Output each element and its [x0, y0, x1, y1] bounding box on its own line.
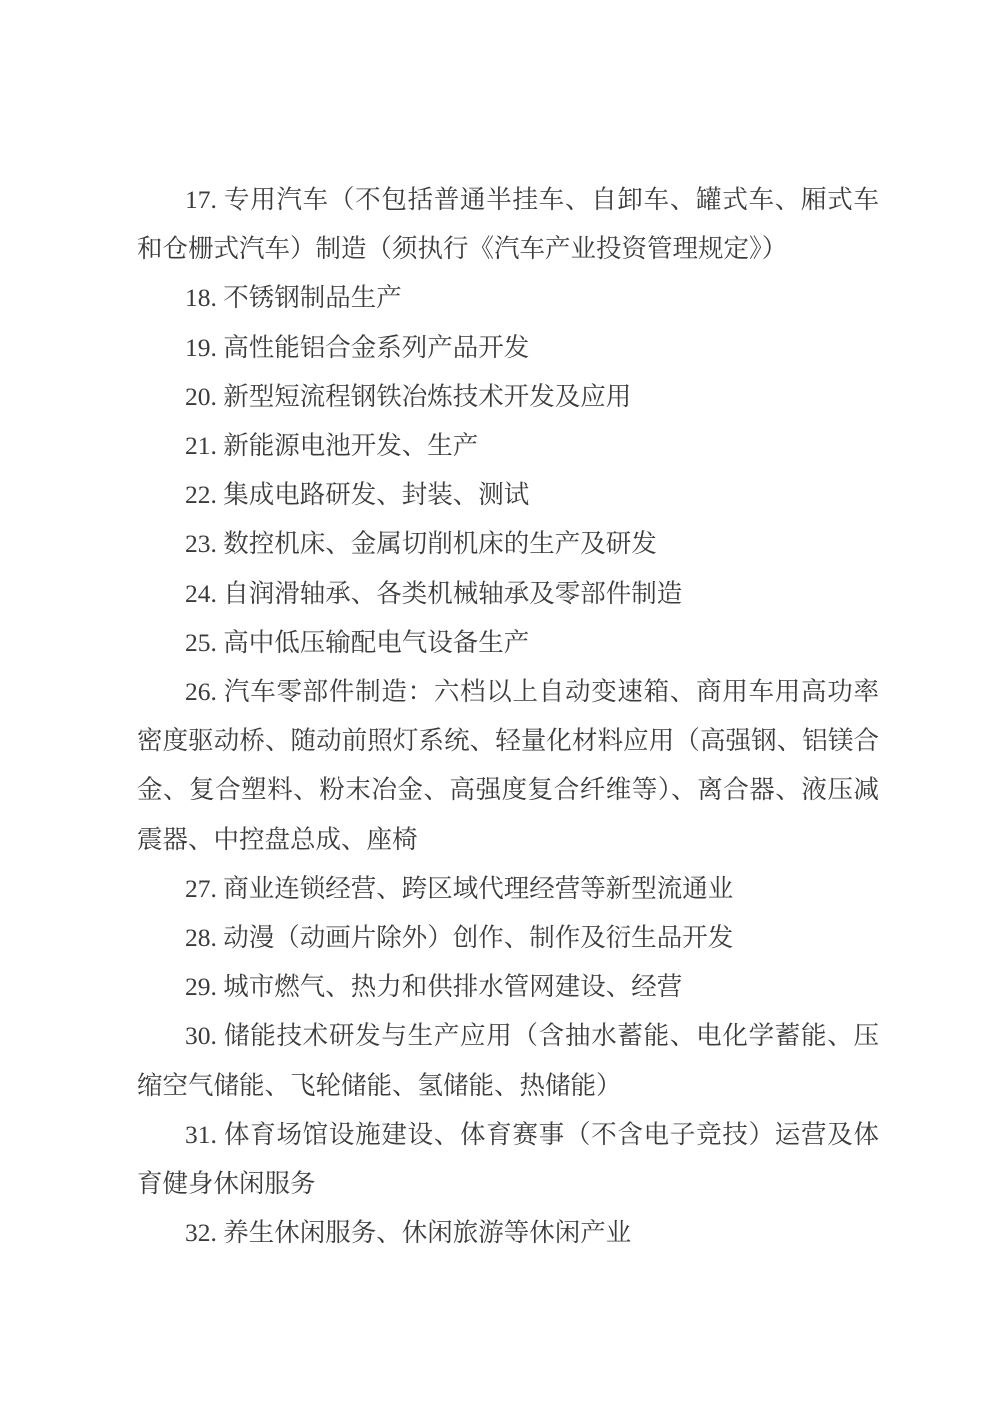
list-item-24: 24. 自润滑轴承、各类机械轴承及零部件制造 [185, 578, 683, 608]
list-item-32: 32. 养生休闲服务、休闲旅游等休闲产业 [185, 1218, 632, 1248]
list-item-17: 17. 专用汽车（不包括普通半挂车、自卸车、罐式车、厢式车和仓栅式汽车）制造（须执行《汽车产业投资管理规定》） [137, 185, 879, 264]
list-item-27: 27. 商业连锁经营、跨区域代理经营等新型流通业 [185, 873, 734, 903]
numbered-list [137, 175, 879, 1257]
list-item-30: 30. 储能技术研发与生产应用（含抽水蓄能、电化学蓄能、压缩空气储能、飞轮储能、氢储能、热储能） [137, 1021, 879, 1100]
list-item-20: 20. 新型短流程钢铁冶炼技术开发及应用 [185, 381, 632, 411]
list-item-21: 21. 新能源电池开发、生产 [185, 431, 479, 461]
list-item-23: 23. 数控机床、金属切削机床的生产及研发 [185, 529, 657, 559]
list-item-22: 22. 集成电路研发、封装、测试 [185, 480, 530, 510]
list-item-31: 31. 体育场馆设施建设、体育赛事（不含电子竞技）运营及体育健身休闲服务 [137, 1119, 879, 1199]
list-item-19: 19. 高性能铝合金系列产品开发 [185, 332, 530, 362]
list-item-29: 29. 城市燃气、热力和供排水管网建设、经营 [185, 972, 683, 1002]
list-item-25: 25. 高中低压输配电气设备生产 [185, 627, 530, 657]
list-item-18: 18. 不锈钢制品生产 [185, 283, 402, 313]
list-item-28: 28. 动漫（动画片除外）创作、制作及衍生品开发 [185, 923, 734, 953]
list-item-26: 26. 汽车零部件制造：六档以上自动变速箱、商用车用高功率密度驱动桥、随动前照灯系统、轻量化材料应用（高强钢、铝镁合金、复合塑料、粉末冶金、高强度复合纤维等）、离合器、液压减震器、中控盘总成、座椅 [137, 677, 879, 854]
